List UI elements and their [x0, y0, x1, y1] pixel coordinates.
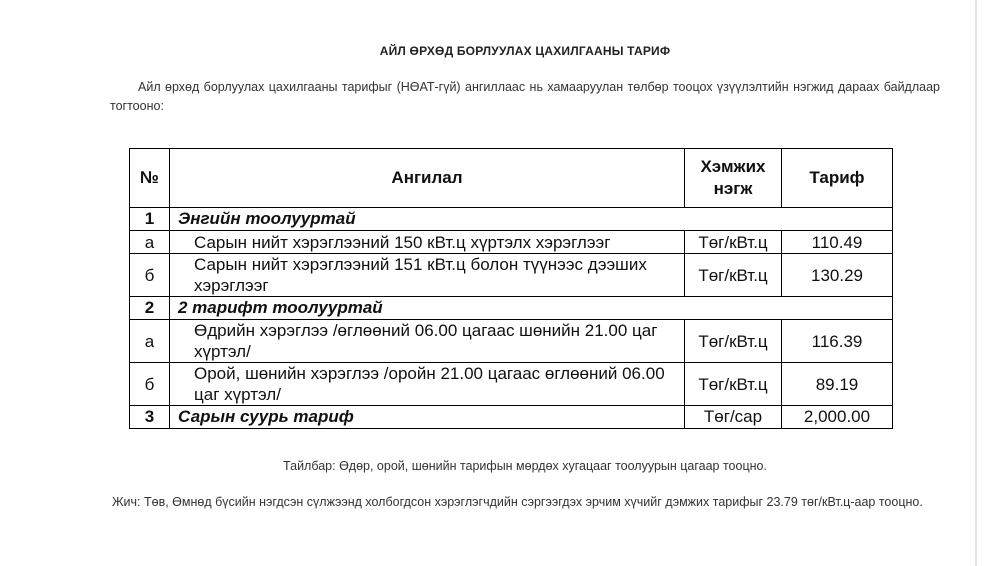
table-header-row	[130, 149, 893, 208]
header-tariff: Тариф	[782, 149, 893, 208]
section-number: 1	[130, 208, 170, 231]
postscript-note: Жич: Төв, Өмнөд бүсийн нэгдсэн сүлжээнд холбогдсон хэрэглэгчдийн сэргээгдэх эрчим хүчийг дэмжих тарифыг 23.79 төг/кВт.ц-аар тооцно.	[112, 495, 923, 509]
row-unit: Төг/кВт.ц	[685, 231, 782, 254]
row-description: Орой, шөнийн хэрэглээ /оройн 21.00 цагаас өглөөний 06.00 цаг хүртэл/	[170, 363, 685, 406]
table-row	[130, 320, 893, 363]
row-unit: Төг/кВт.ц	[685, 254, 782, 297]
row-description: Сарын нийт хэрэглээний 151 кВт.ц болон түүнээс дээших хэрэглээг	[170, 254, 685, 297]
tariff-table	[129, 148, 893, 429]
explanation-note: Тайлбар: Өдөр, орой, шөнийн тарифын мөрдөх хугацааг тоолуурын цагаар тооцно.	[283, 459, 767, 473]
section-number: 3	[130, 406, 170, 429]
section-row	[130, 297, 893, 320]
header-category: Ангилал	[170, 149, 685, 208]
page-border	[975, 0, 977, 566]
row-description: Өдрийн хэрэглээ /өглөөний 06.00 цагаас шөнийн 21.00 цаг хүртэл/	[170, 320, 685, 363]
table-row	[130, 363, 893, 406]
row-unit: Төг/кВт.ц	[685, 320, 782, 363]
row-tariff-value: 2,000.00	[782, 406, 893, 429]
row-tariff-value: 89.19	[782, 363, 893, 406]
header-no: №	[130, 149, 170, 208]
row-unit: Төг/кВт.ц	[685, 363, 782, 406]
row-unit: Төг/сар	[685, 406, 782, 429]
table-row	[130, 254, 893, 297]
row-description: Сарын нийт хэрэглээний 150 кВт.ц хүртэлх хэрэглээг	[170, 231, 685, 254]
header-unit: Хэмжих нэгж	[685, 149, 782, 208]
row-letter: а	[130, 231, 170, 254]
row-tariff-value: 116.39	[782, 320, 893, 363]
section-title: Энгийн тоолууртай	[170, 208, 893, 231]
document-title: АЙЛ ӨРХӨД БОРЛУУЛАХ ЦАХИЛГААНЫ ТАРИФ	[379, 44, 671, 58]
row-tariff-value: 130.29	[782, 254, 893, 297]
section-title: Сарын суурь тариф	[170, 406, 685, 429]
section-row	[130, 406, 893, 429]
row-letter: а	[130, 320, 170, 363]
section-number: 2	[130, 297, 170, 320]
section-title: 2 тарифт тоолууртай	[170, 297, 893, 320]
row-letter: б	[130, 254, 170, 297]
row-letter: б	[130, 363, 170, 406]
table-row	[130, 231, 893, 254]
row-tariff-value: 110.49	[782, 231, 893, 254]
section-row	[130, 208, 893, 231]
intro-paragraph: Айл өрхөд борлуулах цахилгааны тарифыг (НӨАТ-гүй) ангиллаас нь хамааруулан төлбөр тооцох үзүүлэлтийн нэгжид дараах байдлаар тогтооно:	[110, 80, 940, 113]
